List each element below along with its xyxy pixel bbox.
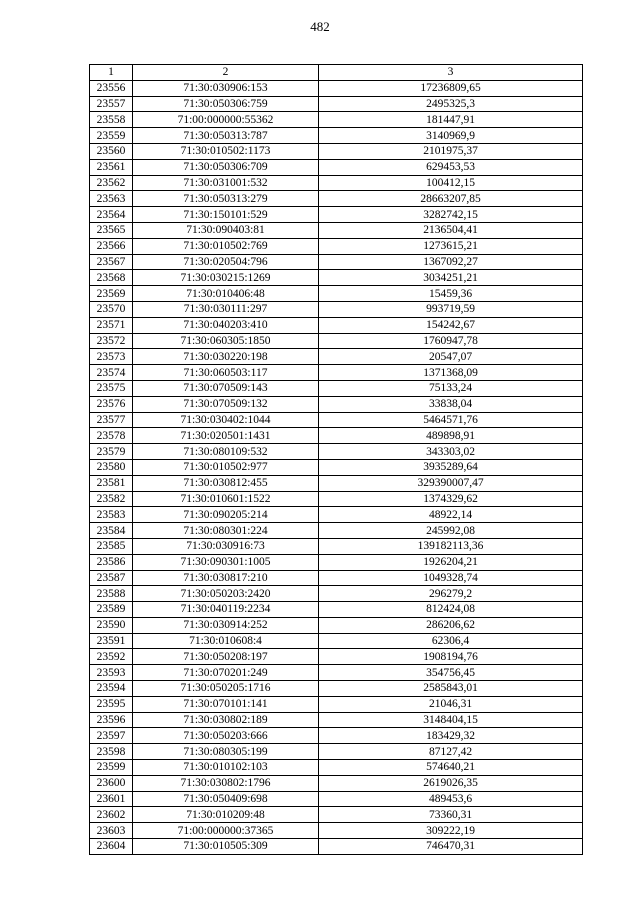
value-cell: 343303,02 <box>319 444 583 460</box>
cadastral-number-cell: 71:30:090403:81 <box>133 222 319 238</box>
value-cell: 3935289,64 <box>319 459 583 475</box>
row-number-cell: 23577 <box>90 412 133 428</box>
row-number-cell: 23559 <box>90 128 133 144</box>
value-cell: 1374329,62 <box>319 491 583 507</box>
table-row <box>90 207 583 223</box>
row-number-cell: 23578 <box>90 428 133 444</box>
table-row <box>90 491 583 507</box>
table-row <box>90 143 583 159</box>
value-cell: 1926204,21 <box>319 554 583 570</box>
row-number-cell: 23558 <box>90 112 133 128</box>
value-cell: 21046,31 <box>319 696 583 712</box>
row-number-cell: 23572 <box>90 333 133 349</box>
table-row <box>90 270 583 286</box>
row-number-cell: 23570 <box>90 301 133 317</box>
cadastral-number-cell: 71:30:070509:143 <box>133 380 319 396</box>
value-cell: 5464571,76 <box>319 412 583 428</box>
value-cell: 1273615,21 <box>319 238 583 254</box>
row-number-cell: 23564 <box>90 207 133 223</box>
cadastral-number-cell: 71:30:030402:1044 <box>133 412 319 428</box>
table-row <box>90 554 583 570</box>
row-number-cell: 23587 <box>90 570 133 586</box>
row-number-cell: 23562 <box>90 175 133 191</box>
row-number-cell: 23594 <box>90 681 133 697</box>
row-number-cell: 23597 <box>90 728 133 744</box>
table-row <box>90 696 583 712</box>
row-number-cell: 23595 <box>90 696 133 712</box>
value-cell: 48922,14 <box>319 507 583 523</box>
value-cell: 296279,2 <box>319 586 583 602</box>
table-row <box>90 823 583 839</box>
value-cell: 181447,91 <box>319 112 583 128</box>
cadastral-number-cell: 71:30:030916:73 <box>133 538 319 554</box>
row-number-cell: 23556 <box>90 80 133 96</box>
cadastral-number-cell: 71:30:030111:297 <box>133 301 319 317</box>
table-row <box>90 570 583 586</box>
cadastral-number-cell: 71:30:030802:1796 <box>133 775 319 791</box>
value-cell: 3140969,9 <box>319 128 583 144</box>
value-cell: 489453,6 <box>319 791 583 807</box>
value-cell: 139182113,36 <box>319 538 583 554</box>
table-row <box>90 791 583 807</box>
value-cell: 1760947,78 <box>319 333 583 349</box>
cadastral-number-cell: 71:30:060305:1850 <box>133 333 319 349</box>
cadastral-number-cell: 71:30:030215:1269 <box>133 270 319 286</box>
table-row <box>90 159 583 175</box>
value-cell: 3282742,15 <box>319 207 583 223</box>
value-cell: 2619026,35 <box>319 775 583 791</box>
row-number-cell: 23566 <box>90 238 133 254</box>
row-number-cell: 23581 <box>90 475 133 491</box>
cadastral-number-cell: 71:30:080109:532 <box>133 444 319 460</box>
registry-table <box>89 64 583 855</box>
table-row <box>90 396 583 412</box>
cadastral-number-cell: 71:30:010406:48 <box>133 286 319 302</box>
cadastral-number-cell: 71:30:050205:1716 <box>133 681 319 697</box>
cadastral-number-cell: 71:00:000000:55362 <box>133 112 319 128</box>
value-cell: 286206,62 <box>319 617 583 633</box>
value-cell: 17236809,65 <box>319 80 583 96</box>
cadastral-number-cell: 71:30:010502:1173 <box>133 143 319 159</box>
table-row <box>90 633 583 649</box>
value-cell: 2101975,37 <box>319 143 583 159</box>
table-body <box>90 65 583 855</box>
table-row <box>90 775 583 791</box>
cadastral-number-cell: 71:30:030817:210 <box>133 570 319 586</box>
row-number-cell: 23589 <box>90 602 133 618</box>
row-number-cell: 23557 <box>90 96 133 112</box>
value-cell: 993719,59 <box>319 301 583 317</box>
row-number-cell: 23602 <box>90 807 133 823</box>
value-cell: 62306,4 <box>319 633 583 649</box>
table-row <box>90 412 583 428</box>
cadastral-number-cell: 71:30:020504:796 <box>133 254 319 270</box>
value-cell: 183429,32 <box>319 728 583 744</box>
cadastral-number-cell: 71:30:040119:2234 <box>133 602 319 618</box>
table-row <box>90 728 583 744</box>
cadastral-number-cell: 71:30:070201:249 <box>133 665 319 681</box>
value-cell: 1371368,09 <box>319 365 583 381</box>
value-cell: 2495325,3 <box>319 96 583 112</box>
cadastral-number-cell: 71:30:010102:103 <box>133 760 319 776</box>
table-row <box>90 523 583 539</box>
table-row <box>90 586 583 602</box>
row-number-cell: 23567 <box>90 254 133 270</box>
row-number-cell: 23603 <box>90 823 133 839</box>
cadastral-number-cell: 71:30:030906:153 <box>133 80 319 96</box>
row-number-cell: 23575 <box>90 380 133 396</box>
table-row <box>90 839 583 855</box>
row-number-cell: 23596 <box>90 712 133 728</box>
row-number-cell: 23565 <box>90 222 133 238</box>
value-cell: 309222,19 <box>319 823 583 839</box>
row-number-cell: 23590 <box>90 617 133 633</box>
table-row <box>90 286 583 302</box>
value-cell: 746470,31 <box>319 839 583 855</box>
table-row <box>90 238 583 254</box>
table-row <box>90 602 583 618</box>
value-cell: 489898,91 <box>319 428 583 444</box>
value-cell: 100412,15 <box>319 175 583 191</box>
row-number-cell: 23560 <box>90 143 133 159</box>
table-row <box>90 665 583 681</box>
cadastral-number-cell: 71:30:050203:666 <box>133 728 319 744</box>
row-number-cell: 23591 <box>90 633 133 649</box>
row-number-cell: 23576 <box>90 396 133 412</box>
row-number-cell: 23593 <box>90 665 133 681</box>
value-cell: 574640,21 <box>319 760 583 776</box>
table-row <box>90 760 583 776</box>
cadastral-number-cell: 71:30:030220:198 <box>133 349 319 365</box>
table-row <box>90 365 583 381</box>
cadastral-number-cell: 71:30:080301:224 <box>133 523 319 539</box>
row-number-cell: 23604 <box>90 839 133 855</box>
value-cell: 245992,08 <box>319 523 583 539</box>
row-number-cell: 23561 <box>90 159 133 175</box>
value-cell: 15459,36 <box>319 286 583 302</box>
value-cell: 2136504,41 <box>319 222 583 238</box>
row-number-cell: 23601 <box>90 791 133 807</box>
row-number-cell: 23600 <box>90 775 133 791</box>
row-number-cell: 23583 <box>90 507 133 523</box>
cadastral-number-cell: 71:30:050306:709 <box>133 159 319 175</box>
table-row <box>90 333 583 349</box>
cadastral-number-cell: 71:30:040203:410 <box>133 317 319 333</box>
row-number-cell: 23579 <box>90 444 133 460</box>
cadastral-number-cell: 71:30:050203:2420 <box>133 586 319 602</box>
row-number-cell: 23569 <box>90 286 133 302</box>
cadastral-number-cell: 71:30:030914:252 <box>133 617 319 633</box>
cadastral-number-cell: 71:30:050313:787 <box>133 128 319 144</box>
value-cell: 33838,04 <box>319 396 583 412</box>
value-cell: 20547,07 <box>319 349 583 365</box>
row-number-cell: 23588 <box>90 586 133 602</box>
row-number-cell: 23573 <box>90 349 133 365</box>
table-row <box>90 459 583 475</box>
cadastral-number-cell: 71:30:010209:48 <box>133 807 319 823</box>
row-number-cell: 23586 <box>90 554 133 570</box>
value-cell: 329390007,47 <box>319 475 583 491</box>
value-cell: 2585843,01 <box>319 681 583 697</box>
column-header-3: 3 <box>319 65 583 81</box>
cadastral-number-cell: 71:30:050306:759 <box>133 96 319 112</box>
table-row <box>90 475 583 491</box>
value-cell: 154242,67 <box>319 317 583 333</box>
table-row <box>90 128 583 144</box>
cadastral-number-cell: 71:00:000000:37365 <box>133 823 319 839</box>
table-row <box>90 80 583 96</box>
value-cell: 73360,31 <box>319 807 583 823</box>
table-row <box>90 112 583 128</box>
value-cell: 629453,53 <box>319 159 583 175</box>
cadastral-number-cell: 71:30:010505:309 <box>133 839 319 855</box>
table-row <box>90 380 583 396</box>
table-row <box>90 744 583 760</box>
cadastral-number-cell: 71:30:010502:769 <box>133 238 319 254</box>
cadastral-number-cell: 71:30:050409:698 <box>133 791 319 807</box>
cadastral-number-cell: 71:30:010502:977 <box>133 459 319 475</box>
value-cell: 812424,08 <box>319 602 583 618</box>
table-row <box>90 349 583 365</box>
cadastral-number-cell: 71:30:010601:1522 <box>133 491 319 507</box>
row-number-cell: 23571 <box>90 317 133 333</box>
table-header-row <box>90 65 583 81</box>
column-header-2: 2 <box>133 65 319 81</box>
row-number-cell: 23598 <box>90 744 133 760</box>
value-cell: 28663207,85 <box>319 191 583 207</box>
value-cell: 87127,42 <box>319 744 583 760</box>
row-number-cell: 23592 <box>90 649 133 665</box>
cadastral-number-cell: 71:30:070509:132 <box>133 396 319 412</box>
row-number-cell: 23563 <box>90 191 133 207</box>
table-row <box>90 428 583 444</box>
value-cell: 1367092,27 <box>319 254 583 270</box>
table-row <box>90 254 583 270</box>
row-number-cell: 23568 <box>90 270 133 286</box>
row-number-cell: 23584 <box>90 523 133 539</box>
table-row <box>90 507 583 523</box>
table-row <box>90 617 583 633</box>
cadastral-number-cell: 71:30:090205:214 <box>133 507 319 523</box>
row-number-cell: 23599 <box>90 760 133 776</box>
row-number-cell: 23585 <box>90 538 133 554</box>
table-row <box>90 807 583 823</box>
value-cell: 354756,45 <box>319 665 583 681</box>
value-cell: 1049328,74 <box>319 570 583 586</box>
cadastral-number-cell: 71:30:010608:4 <box>133 633 319 649</box>
table-row <box>90 191 583 207</box>
cadastral-number-cell: 71:30:050208:197 <box>133 649 319 665</box>
table-row <box>90 649 583 665</box>
table-row <box>90 538 583 554</box>
row-number-cell: 23574 <box>90 365 133 381</box>
value-cell: 1908194,76 <box>319 649 583 665</box>
cadastral-number-cell: 71:30:080305:199 <box>133 744 319 760</box>
cadastral-number-cell: 71:30:020501:1431 <box>133 428 319 444</box>
table-row <box>90 681 583 697</box>
table-row <box>90 444 583 460</box>
cadastral-number-cell: 71:30:031001:532 <box>133 175 319 191</box>
table-row <box>90 96 583 112</box>
cadastral-number-cell: 71:30:090301:1005 <box>133 554 319 570</box>
value-cell: 75133,24 <box>319 380 583 396</box>
cadastral-number-cell: 71:30:050313:279 <box>133 191 319 207</box>
table-row <box>90 175 583 191</box>
row-number-cell: 23580 <box>90 459 133 475</box>
cadastral-number-cell: 71:30:150101:529 <box>133 207 319 223</box>
page-number: 482 <box>310 19 330 34</box>
cadastral-number-cell: 71:30:070101:141 <box>133 696 319 712</box>
cadastral-number-cell: 71:30:030812:455 <box>133 475 319 491</box>
table-row <box>90 222 583 238</box>
cadastral-number-cell: 71:30:060503:117 <box>133 365 319 381</box>
value-cell: 3148404,15 <box>319 712 583 728</box>
cadastral-number-cell: 71:30:030802:189 <box>133 712 319 728</box>
column-header-1: 1 <box>90 65 133 81</box>
table-row <box>90 317 583 333</box>
table-row <box>90 712 583 728</box>
value-cell: 3034251,21 <box>319 270 583 286</box>
table-row <box>90 301 583 317</box>
row-number-cell: 23582 <box>90 491 133 507</box>
